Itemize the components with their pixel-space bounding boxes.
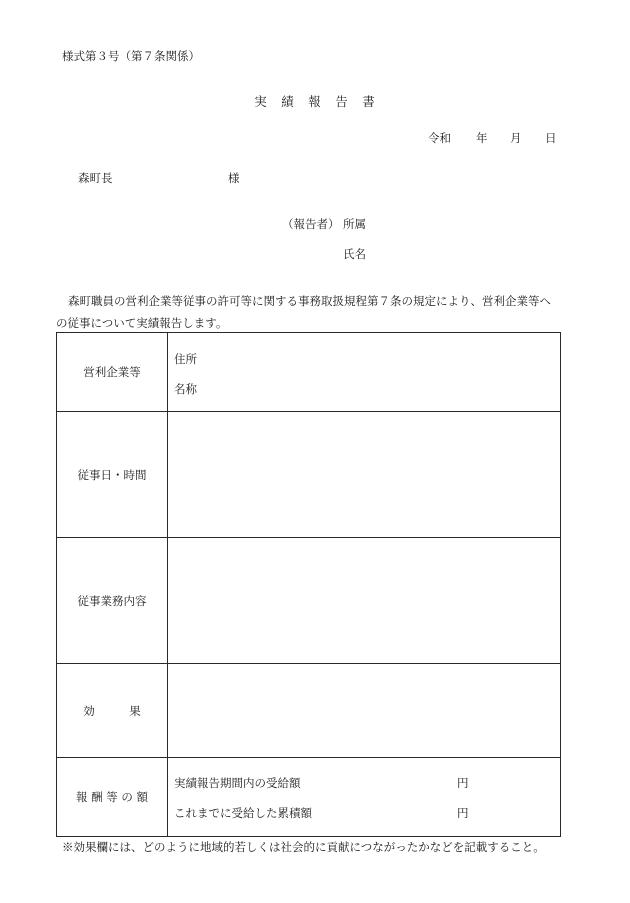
report-table (56, 332, 561, 837)
cumulative-amount-label: これまでに受給した累積額 (174, 806, 312, 820)
body-text: 森町職員の営利企業等従事の許可等に関する事務取扱規程第７条の規定により、営利企業等への従事について実績報告します。 (56, 294, 551, 330)
work-time-head: 従事日・時間 (57, 412, 168, 538)
work-content-cell[interactable] (168, 538, 561, 664)
cumulative-amount-yen: 円 (457, 806, 469, 820)
company-cell[interactable] (168, 333, 561, 412)
document-title: 実 績 報 告 書 (254, 94, 376, 109)
date-day: 日 (545, 131, 557, 145)
work-content-row (57, 538, 561, 664)
company-head: 営利企業等 (57, 333, 168, 412)
date-month: 月 (510, 131, 522, 145)
footnote: ※効果欄には、どのように地域的若しくは社会的に貢献につながったかなどを記載すること。 (62, 840, 545, 854)
company-row (57, 333, 561, 412)
date-era: 令和 (428, 131, 451, 145)
work-time-cell[interactable] (168, 412, 561, 538)
reporter-name-label: 氏名 (343, 247, 366, 261)
reporter-label: （報告者） (282, 217, 340, 231)
effect-row (57, 664, 561, 758)
addressee-honorific: 様 (228, 171, 240, 185)
form-number: 様式第３号（第７条関係） (62, 49, 200, 63)
company-address-label: 住所 (174, 352, 197, 366)
date-line (428, 130, 558, 146)
effect-cell[interactable] (168, 664, 561, 758)
remuneration-row (57, 758, 561, 837)
addressee-name: 森町長 (78, 171, 113, 185)
date-year: 年 (476, 131, 488, 145)
company-name-label: 名称 (174, 382, 197, 396)
affiliation-label: 所属 (343, 217, 366, 231)
effect-head: 効 果 (57, 664, 168, 758)
remuneration-head: 報 酬 等 の 額 (57, 758, 168, 837)
work-content-head: 従事業務内容 (57, 538, 168, 664)
remuneration-cell[interactable] (168, 758, 561, 837)
period-amount-label: 実績報告期間内の受給額 (174, 776, 301, 790)
work-time-row (57, 412, 561, 538)
period-amount-yen: 円 (457, 776, 469, 790)
